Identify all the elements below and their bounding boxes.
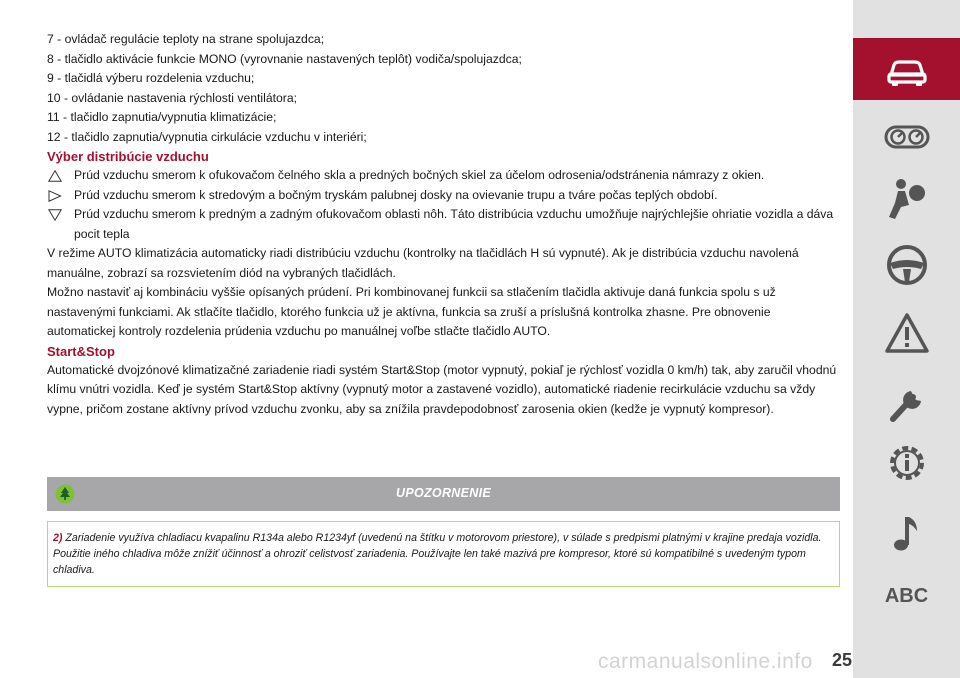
page-number: 25 bbox=[831, 650, 852, 670]
section-heading-startstop: Start&Stop bbox=[47, 343, 115, 359]
sidebar-item-starting[interactable] bbox=[853, 234, 960, 296]
warning-triangle-icon bbox=[883, 311, 931, 355]
sidebar-item-emergency[interactable] bbox=[853, 302, 960, 364]
list-item: 12 - tlačidlo zapnutia/vypnutia cirkulácie vzduchu v interiéri; bbox=[47, 129, 367, 144]
main-content bbox=[47, 30, 840, 419]
distribution-item bbox=[47, 205, 840, 244]
paragraph-startstop: Automatické dvojzónové klimatizačné zariadenie riadi systém Start&Stop (motor vypnutý, pokiaľ je rýchlosť vozidla 0 km/h) tak, aby zaručil vhodnú klímu vnútri vozidla. Keď je systém Start&Stop aktívny (vypnutý motor a zastavené vozidlo), automatické riadenie recirkulácie vzduchu sa vždy vypne, pričom zostane aktívny prívod vzduchu zvonku, aby sa znížila pravdepodobnosť zarosenia okien (kedže je vypnutý kompresor). bbox=[47, 362, 837, 416]
music-note-icon bbox=[883, 511, 931, 555]
list-item: 11 - tlačidlo zapnutia/vypnutia klimatizácie; bbox=[47, 110, 277, 124]
distribution-item bbox=[47, 166, 840, 186]
wrench-icon bbox=[883, 379, 931, 423]
sidebar-item-technical-data[interactable] bbox=[853, 432, 960, 494]
distribution-item-text: Prúd vzduchu smerom k ofukovačom čelného skla a predných bočných skiel za účelom odrosenia/odstránenia námrazy z okien. bbox=[74, 168, 765, 182]
sidebar-item-dashboard[interactable] bbox=[853, 106, 960, 168]
warning-header bbox=[47, 477, 840, 511]
triangle-down-icon bbox=[48, 209, 62, 221]
airbag-seat-icon bbox=[883, 177, 931, 221]
steering-wheel-icon bbox=[883, 243, 931, 287]
info-gear-icon bbox=[883, 441, 931, 485]
warning-body: Zariadenie využíva chladiacu kvapalinu R134a alebo R1234yf (uvedenú na štítku v motorovom priestore), v súlade s predpismi platnými v krajine predaja vozidla. Použitie iného chladiva môže znížiť účinnosť a ohroziť celistvosť zariadenia. Používajte len také mazivá pre kompresor, ktoré sú kompatibilné s uvedeným typom chladiva. bbox=[53, 532, 822, 576]
warning-number: 2) bbox=[53, 532, 63, 544]
paragraph-auto-mode: V režime AUTO klimatizácia automaticky riadi distribúciu vzduchu (kontrolky na tlačidlách H sú vypnuté). Ak je distribúcia vzduchu navolená manuálne, zobrazí sa rozsvietením diód na vybraných tlačidlách. bbox=[47, 246, 799, 280]
distribution-item-text: Prúd vzduchu smerom k stredovým a bočným tryskám palubnej dosky na ovievanie trupu a tváre počas teplých období. bbox=[74, 187, 718, 202]
warning-title: UPOZORNENIE bbox=[396, 486, 491, 500]
list-item: 8 - tlačidlo aktivácie funkcie MONO (vyrovnanie nastavených teplôt) vodiča/spolujazdca; bbox=[47, 51, 522, 66]
watermark: carmanualsonline.info bbox=[598, 650, 813, 673]
sidebar-item-maintenance[interactable] bbox=[853, 370, 960, 432]
distribution-item-text: Prúd vzduchu smerom k predným a zadným ofukovačom oblasti nôh. Táto distribúcia vzduchu umožňuje najrýchlejšie ohriatie vozidla a dáva pocit tepla bbox=[74, 207, 834, 241]
list-item: 9 - tlačidlá výberu rozdelenia vzduchu; bbox=[47, 71, 255, 85]
sidebar-item-multimedia[interactable] bbox=[853, 502, 960, 564]
warning-text bbox=[53, 530, 833, 578]
dashboard-gauges-icon bbox=[883, 115, 931, 159]
triangle-right-icon bbox=[48, 190, 62, 202]
list-item: 10 - ovládanie nastavenia rýchlosti ventilátora; bbox=[47, 90, 297, 105]
chapter-sidebar bbox=[853, 0, 960, 678]
sidebar-item-car[interactable] bbox=[853, 38, 960, 100]
sidebar-item-safety[interactable] bbox=[853, 168, 960, 230]
distribution-item bbox=[47, 186, 840, 206]
sidebar-item-index[interactable]: ABC bbox=[884, 585, 929, 607]
section-heading-distribution: Výber distribúcie vzduchu bbox=[47, 149, 209, 164]
car-icon bbox=[883, 47, 931, 91]
paragraph-combination: Možno nastaviť aj kombináciu vyššie opísaných prúdení. Pri kombinovanej funkcii sa stlačením tlačidla aktivuje daná funkcia spolu s už nastavenými funkciami. Ak stlačíte tlačidlo, ktorého funkcia už je aktívna, funkcia sa zruší a príslušná kontrolka zhasne. Pre obnovenie automatickej kontroly rozdelenia prúdenia vzduchu po manuálnej voľbe stlačte tlačidlo AUTO. bbox=[47, 285, 776, 338]
list-item: 7 - ovládač regulácie teploty na strane spolujazdca; bbox=[47, 32, 325, 46]
triangle-up-icon bbox=[48, 170, 62, 182]
warning-box bbox=[47, 521, 840, 587]
